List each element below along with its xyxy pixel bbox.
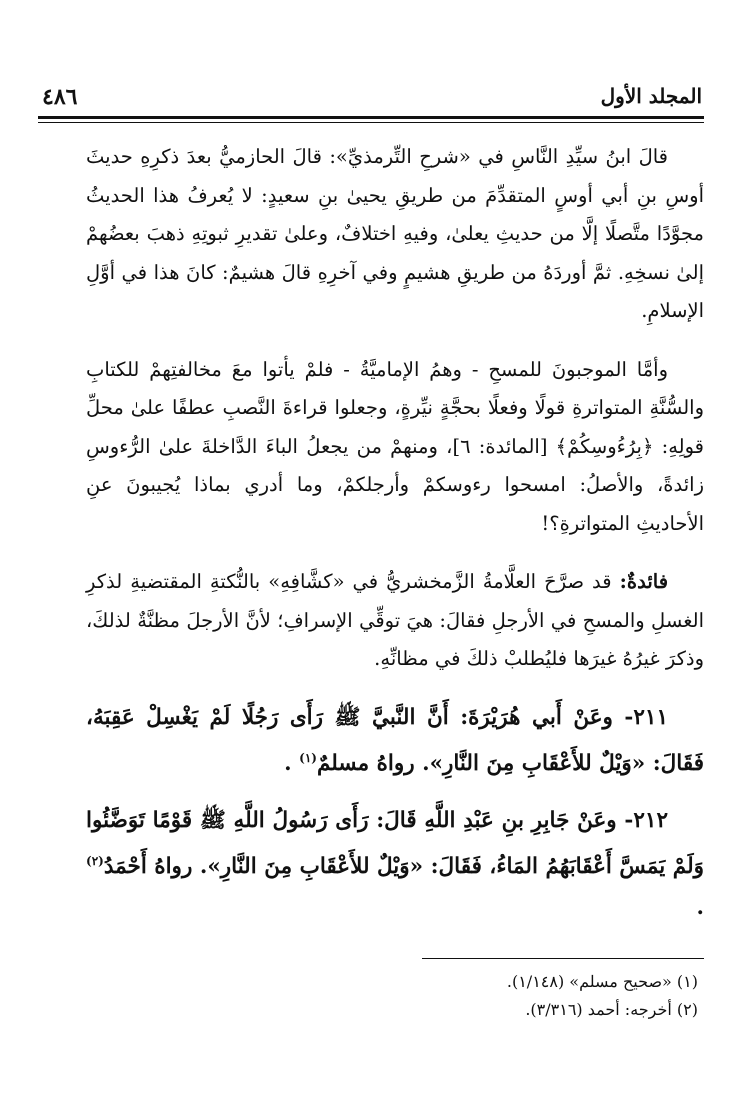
header-rule-thick (38, 116, 704, 119)
hadith-211-footnote-ref[interactable]: (١) (299, 750, 317, 765)
faida-label: فائدةٌ: (619, 570, 669, 593)
footnote-2: (٢) أخرجه: أحمد (٣/٣١٦). (525, 1000, 698, 1019)
main-text (86, 138, 704, 928)
hadith-212-footnote-ref[interactable]: (٢) (86, 853, 104, 868)
hadith-212: ٢١٢- وعَنْ جَابِرِ بنِ عَبْدِ اللَّهِ قَالَ: رَأَى رَسُولُ اللَّهِ ﷺ قَوْمًا تَوَضَّئُوا وَلَمْ يَمَسَّ أَعْقَابَهُمُ المَاءُ، فَقَالَ: «وَيْلٌ للأَعْقَابِ مِنَ النَّارِ». رواهُ أَحْمَدُ$^{(٢)}$ . (86, 807, 704, 920)
paragraph-faida (86, 563, 704, 679)
page-header (38, 84, 702, 118)
footnote-1: (١) «صحيح مسلم» (١/١٤٨). (506, 972, 698, 991)
paragraph-hazimi: قالَ ابنُ سيِّدِ النَّاسِ في «شرحِ التِّرمذيِّ»: قالَ الحازميُّ بعدَ ذكرِهِ حديثَ أوسِ بنِ أبي أوسٍ المتقدِّمَ من طريقِ يحيىٰ بنِ سعيدٍ: لا يُعرفُ هذا الحديثُ مجوَّدًا متَّصلًا إلَّا من حديثِ يعلىٰ، وفيهِ اختلافٌ، وعلىٰ تقديرِ ثبوتِهِ ذهبَ بعضُهمْ إلىٰ نسخِهِ. ثمَّ أوردَهُ من طريقِ هشيمٍ وفي آخرِهِ قالَ هشيمٌ: كانَ هذا في أوَّلِ الإسلامِ. (86, 145, 704, 322)
header-rule-thin (38, 122, 704, 123)
page-number: ٤٨٦ (42, 84, 78, 110)
faida-text: قد صرَّحَ العلَّامةُ الزَّمخشريُّ في «كشَّافِهِ» بالنُّكتةِ المقتضيةِ لذكرِ الغسلِ والمسحِ في الأرجلِ فقالَ: هيَ توقِّي الإسرافِ؛ لأنَّ الأرجلَ مظنَّةٌ لذلكَ، وذكرَ غيرُهُ غيرَها فليُطلبْ ذلكَ في مظانِّهِ. (86, 570, 704, 670)
hadith-211-text: ٢١١- وعَنْ أَبي هُرَيْرَةَ: أَنَّ النَّبيَّ ﷺ رَأَى رَجُلًا لَمْ يَغْسِلْ عَقِبَهُ، فَقَالَ: «وَيْلٌ للأَعْقَابِ مِنَ النَّارِ». رواهُ مسلمٌ (86, 704, 704, 776)
hadith-212-text: ٢١٢- وعَنْ جَابِرِ بنِ عَبْدِ اللَّهِ قَالَ: رَأَى رَسُولُ اللَّهِ ﷺ قَوْمًا تَوَضَّئُوا وَلَمْ يَمَسَّ أَعْقَابَهُمُ المَاءُ، فَقَالَ: «وَيْلٌ للأَعْقَابِ مِنَ النَّارِ». رواهُ أَحْمَدُ (86, 807, 704, 879)
hadith-211: ٢١١- وعَنْ أَبي هُرَيْرَةَ: أَنَّ النَّبيَّ ﷺ رَأَى رَجُلًا لَمْ يَغْسِلْ عَقِبَهُ، فَقَالَ: «وَيْلٌ للأَعْقَابِ مِنَ النَّارِ». رواهُ مسلمٌ$^{(١)}$ . (86, 704, 704, 776)
volume-title: المجلد الأول (600, 84, 702, 108)
paragraph-imamiyya: وأمَّا الموجبونَ للمسحِ - وهمُ الإماميَّةُ - فلمْ يأتوا معَ مخالفتِهمْ للكتابِ والسُّنَّةِ المتواترةِ قولًا وفعلًا بحجَّةٍ نيِّرةٍ، وجعلوا قراءةَ النَّصبِ عطفًا علىٰ محلِّ قولِهِ: ﴿بِرُءُوسِكُمْ﴾ [المائدة: ٦]، ومنهمْ من يجعلُ الباءَ الدَّاخلةَ علىٰ الرُّءوسِ زائدةً، والأصلُ: امسحوا رءوسكمْ وأرجلكمْ، وما أدري بماذا يُجيبونَ عنِ الأحاديثِ المتواترةِ؟! (86, 357, 705, 535)
footnotes (98, 968, 698, 1024)
footnote-separator (422, 958, 704, 959)
